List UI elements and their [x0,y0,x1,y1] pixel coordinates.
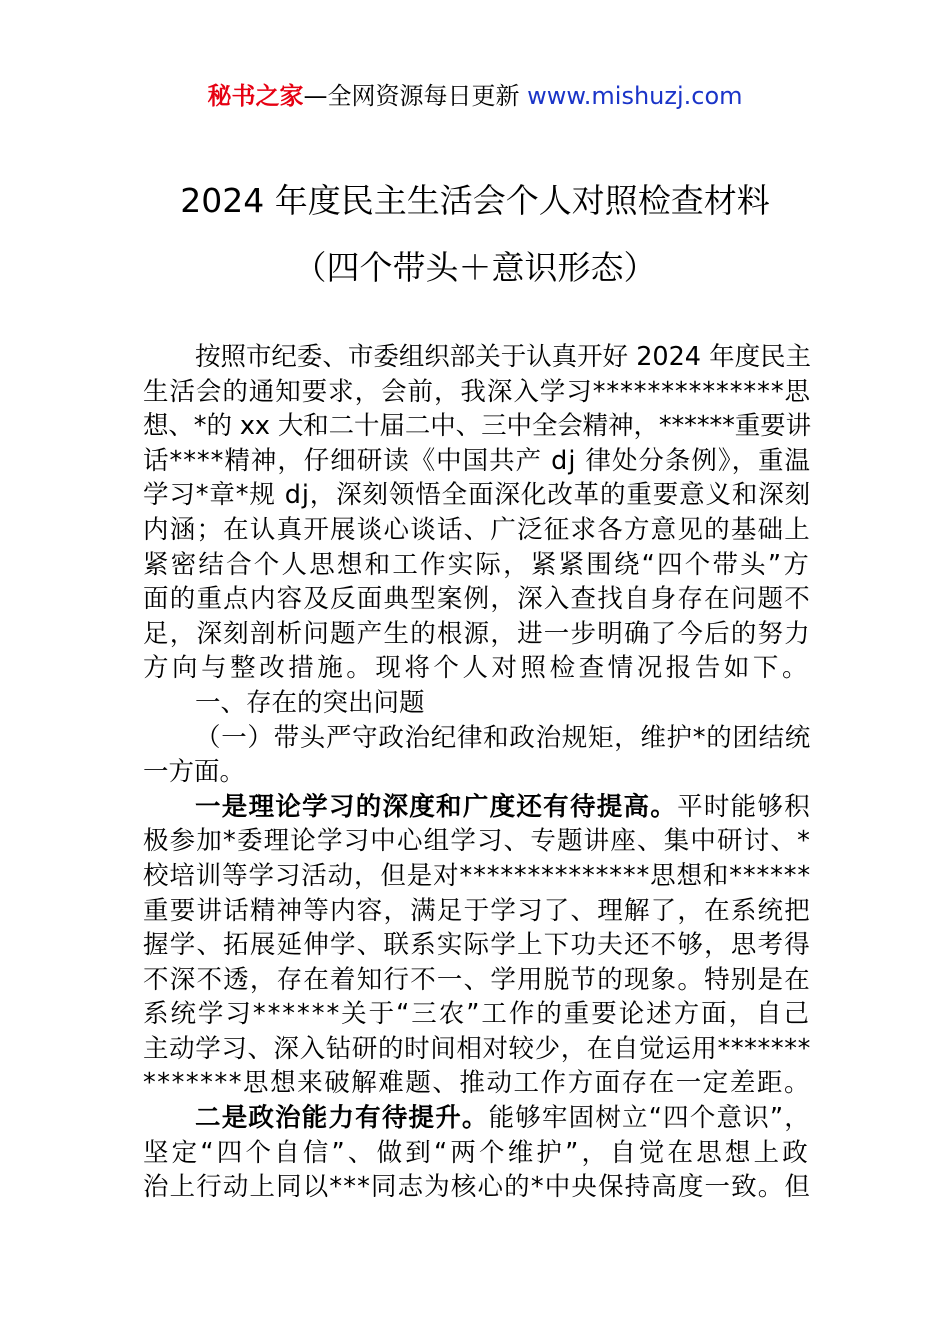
line-text: 话****精神，仔细研读《中国共产 dj 律处分条例》，重温 [143,445,811,476]
line-text: 面的重点内容及反面典型案例，深入查找自身存在问题不 [143,584,811,615]
paragraph-line [143,478,811,513]
line-text: 学习*章*规 dj，深刻领悟全面深化改革的重要意义和深刻 [143,480,811,511]
paragraph-line [143,375,811,410]
paragraph-line [143,409,811,444]
paragraph-line [143,928,811,963]
paragraph-line [143,651,811,686]
paragraph-line [143,963,811,998]
line-text: 坚定“四个自信”、做到“两个维护”，自觉在思想上政 [143,1137,811,1168]
line-text: 不深不透，存在着知行不一、学用脱节的现象。特别是在 [143,964,811,995]
header-tagline: —全网资源每日更新 [303,82,528,110]
line-text: 治上行动上同以***同志为核心的*中央保持高度一致。但 [143,1172,811,1203]
site-header [0,80,950,112]
paragraph-line [143,824,811,859]
line-text: 校培训等学习活动，但是对**************思想和****** [143,860,811,891]
document-subtitle: （四个带头＋意识形态） [293,248,657,287]
paragraph-line [143,859,811,894]
paragraph-line [143,894,811,929]
paragraph-line [143,582,811,617]
paragraph-line [143,1136,811,1171]
bold-lead-text: 二是政治能力有待提升。 [195,1103,489,1134]
paragraph-line [143,790,811,825]
line-text: 极参加*委理论学习中心组学习、专题讲座、集中研讨、* [143,826,811,857]
line-text: 按照市纪委、市委组织部关于认真开好 2024 年度民主 [195,342,811,372]
paragraph-line [143,340,811,375]
bold-lead-text: 一是理论学习的深度和广度还有待提高。 [195,791,678,822]
line-text: 紧密结合个人思想和工作实际，紧紧围绕“四个带头”方 [143,549,811,580]
paragraph-line [143,617,811,652]
line-text: 能够牢固树立“四个意识”， [488,1103,811,1134]
line-text: 主动学习、深入钻研的时间相对较少，在自觉运用******* [143,1033,811,1064]
paragraph-line [143,1101,811,1136]
line-text: 一方面。 [143,757,246,788]
paragraph-line [143,548,811,583]
paragraph-line [143,444,811,479]
line-text: 系统学习******关于“三农”工作的重要论述方面，自己 [143,999,811,1030]
line-text: *******思想来破解难题、推动工作方面存在一定差距。 [143,1068,811,1099]
paragraph-line [143,755,811,790]
paragraph-line [143,513,811,548]
paragraph-line [143,721,811,756]
line-text: 握学、拓展延伸学、联系实际学上下功夫还不够，思考得 [143,930,811,961]
line-text: 想、*的 xx 大和二十届二中、三中全会精神，******重要讲 [143,411,811,442]
document-title: 2024 年度民主生活会个人对照检查材料 [180,181,770,220]
line-text: 一、存在的突出问题 [195,687,425,718]
paragraph-line [143,686,811,721]
line-text: 内涵；在认真开展谈心谈话、广泛征求各方意见的基础上 [143,514,811,545]
line-text: 平时能够积 [677,791,811,822]
paragraph-line [143,997,811,1032]
site-url-link[interactable]: www.mishuzj.com [527,82,743,110]
line-text: 生活会的通知要求，会前，我深入学习**************思 [143,376,811,407]
brand-name: 秘书之家 [207,82,304,110]
line-text: （一）带头严守政治纪律和政治规矩，维护*的团结统 [195,722,811,753]
line-text: 足，深刻剖析问题产生的根源，进一步明确了今后的努力 [143,618,811,649]
line-text: 重要讲话精神等内容，满足于学习了、理解了，在系统把 [143,895,811,926]
paragraph-line [143,1170,811,1205]
paragraph-line [143,1032,811,1067]
paragraph-line [143,1066,811,1101]
line-text: 方向与整改措施。现将个人对照检查情况报告如下。 [143,653,811,684]
document-body [143,340,811,1205]
